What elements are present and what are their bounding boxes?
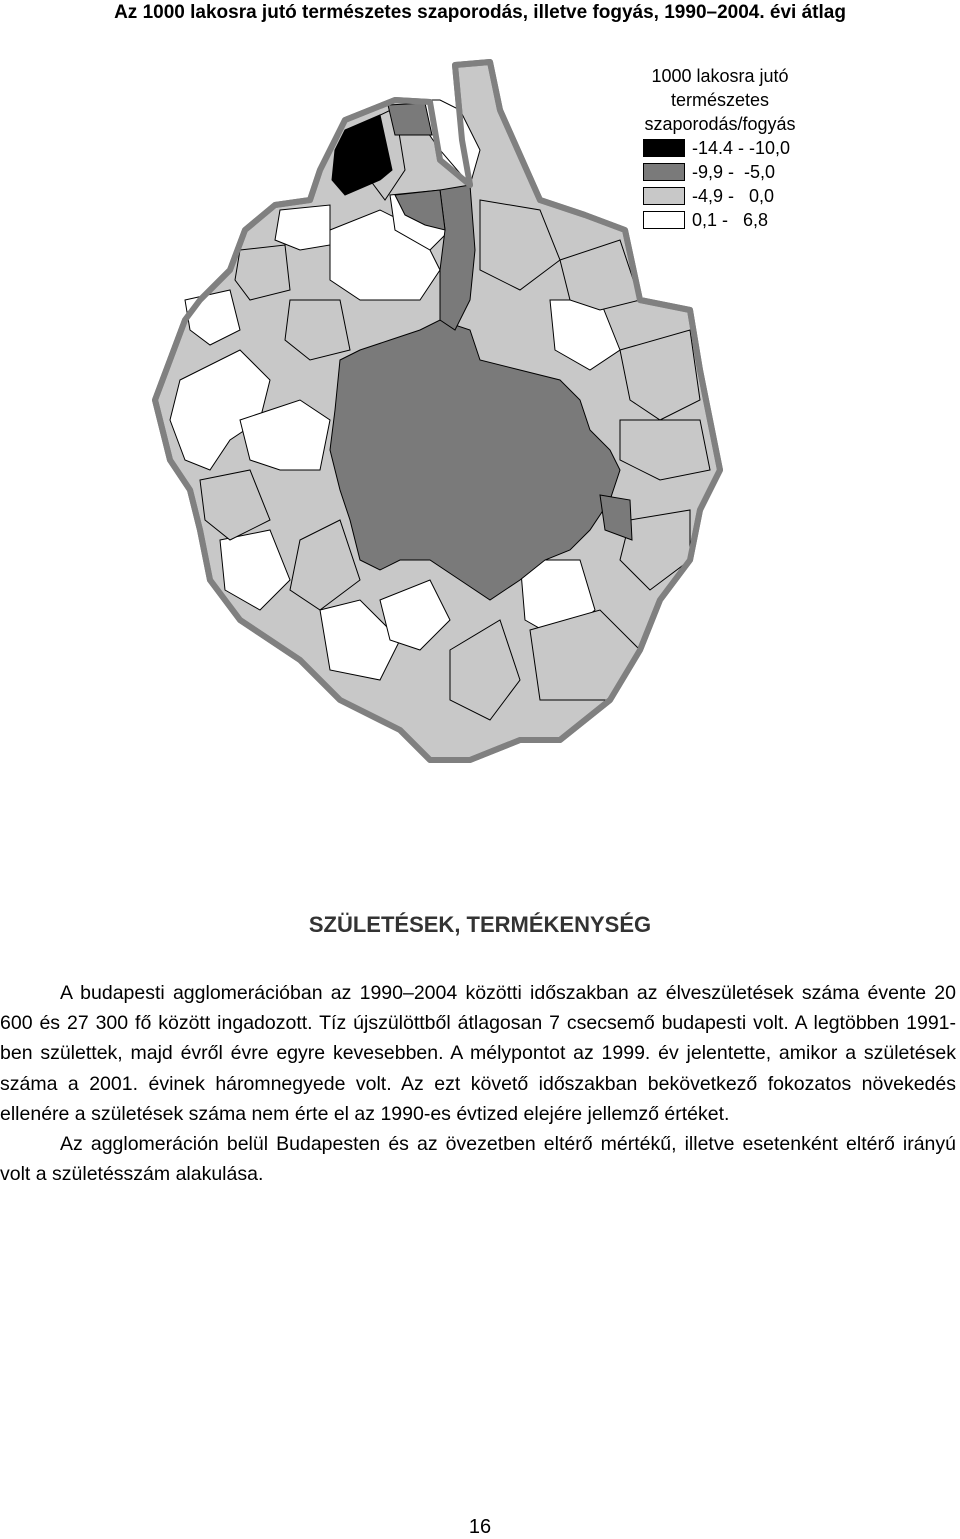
legend-label: -4,9 - 0,0 [692,186,775,206]
paragraph: Az agglomeráción belül Budapesten és az övezetben eltérő mértékű, illetve esetenként eltérő irányú volt a születésszám alakulása. [0,1133,956,1186]
map-title: Az 1000 lakosra jutó természetes szaporodás, illetve fogyás, 1990–2004. évi átlag [114,2,846,23]
body-text [0,978,956,1189]
legend-label: 0,1 - 6,8 [692,210,769,230]
section-heading: SZÜLETÉSEK, TERMÉKENYSÉG [308,912,652,937]
paragraph: A budapesti agglomerációban az 1990–2004 közötti időszakban az élveszületések száma évente 20 600 és 27 300 fő között ingadozott. Tíz újszülöttből átlagosan 7 csecsemő budapesti volt. A legtöbben 1991-ben születtek, majd évről évre egyre kevesebben. A mélypontot az 1999. év jelentette, amikor a születések száma a 2001. évinek háromnegyede volt. Az ezt követő időszakban bekövetkező fokozatos növekedés ellenére a születések száma nem érte el az 1990-es évtized elejére jellemző értéket. [0,982,956,1125]
legend-swatch [643,187,685,205]
map-legend [630,64,810,232]
legend-item [630,208,810,232]
legend-label: -14.4 - -10,0 [692,138,791,158]
page-number: 16 [468,1516,492,1538]
district-white [275,205,330,250]
legend-item [630,160,810,184]
district-gray [235,245,290,300]
legend-title-line: természetes [670,90,770,110]
legend-item [630,136,810,160]
legend-title-line: 1000 lakosra jutó [651,66,789,86]
district-darkgray [388,103,432,135]
legend-swatch [643,139,685,157]
legend-item [630,184,810,208]
legend-label: -9,9 - -5,0 [692,162,776,182]
legend-title-line: szaporodás/fogyás [644,114,796,134]
legend-swatch [643,163,685,181]
legend-swatch [643,211,685,229]
